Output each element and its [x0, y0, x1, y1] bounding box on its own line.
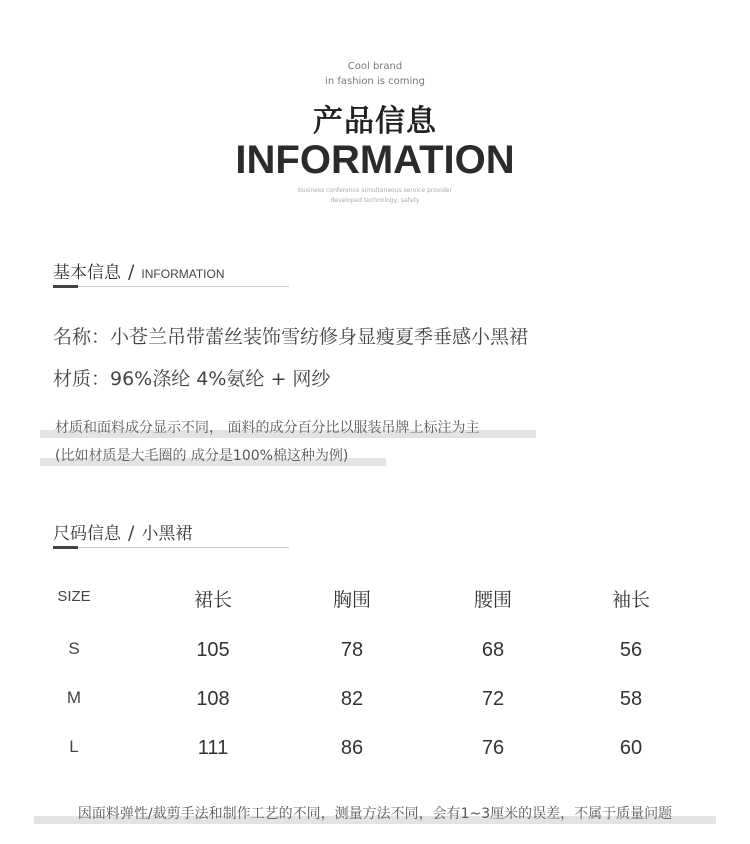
- material-note-line1: 材质和面料成分显示不同， 面料的成分百分比以服装吊牌上标注为主: [55, 420, 480, 436]
- tagline-line2: in fashion is coming: [325, 76, 425, 87]
- material-note-line2: (比如材质是大毛圈的 成分是100%棉这种为例): [55, 448, 349, 464]
- length-cell: 111: [197, 737, 229, 759]
- size-cell: S: [68, 639, 80, 658]
- heading-separator: /: [128, 522, 135, 544]
- bust-cell: 82: [340, 688, 364, 710]
- basic-info-heading-cn: 基本信息: [53, 263, 121, 283]
- basic-info-divider: [53, 286, 289, 287]
- size-info-heading: [53, 519, 192, 544]
- waist-cell: 72: [481, 688, 505, 710]
- size-info-heading-cn: 尺码信息: [53, 524, 121, 544]
- heading-separator: /: [128, 261, 135, 283]
- sleeve-cell: 56: [619, 639, 643, 661]
- col-header-length: 裙长: [193, 589, 232, 611]
- sleeve-cell: 58: [619, 688, 643, 710]
- bust-cell: 86: [340, 737, 364, 759]
- waist-cell: 68: [481, 639, 505, 661]
- col-header-waist: 腰围: [473, 589, 512, 611]
- page-title-cn: 产品信息: [313, 104, 437, 139]
- product-material: 材质：96%涤纶 4%氨纶 + 网纱: [53, 368, 331, 390]
- col-header-sleeve: 袖长: [611, 589, 650, 611]
- subtext-line2: developed technology, safety: [330, 197, 420, 204]
- page-title-en: INFORMATION: [235, 138, 515, 182]
- bust-cell: 78: [340, 639, 364, 661]
- col-header-size: SIZE: [57, 588, 91, 605]
- subtext-line1: business conference simultaneous service provider: [298, 187, 452, 194]
- divider-accent: [53, 546, 78, 549]
- length-cell: 105: [196, 639, 230, 661]
- measurement-disclaimer: 因面料弹性/裁剪手法和制作工艺的不同，测量方法不同，会有1~3厘米的误差，不属于质量问题: [77, 806, 673, 822]
- product-name: 名称：小苍兰吊带蕾丝装饰雪纺修身显瘦夏季垂感小黑裙: [53, 326, 529, 348]
- basic-info-heading: [53, 258, 225, 283]
- size-info-heading-sub: 小黑裙: [141, 524, 193, 544]
- waist-cell: 76: [481, 737, 505, 759]
- divider-accent: [53, 285, 78, 288]
- size-cell: L: [69, 737, 79, 756]
- size-info-divider: [53, 547, 289, 548]
- length-cell: 108: [196, 688, 230, 710]
- size-cell: M: [66, 688, 82, 707]
- col-header-bust: 胸围: [332, 589, 371, 611]
- basic-info-heading-en: INFORMATION: [141, 267, 225, 281]
- sleeve-cell: 60: [619, 737, 643, 759]
- tagline-line1: Cool brand: [347, 61, 403, 72]
